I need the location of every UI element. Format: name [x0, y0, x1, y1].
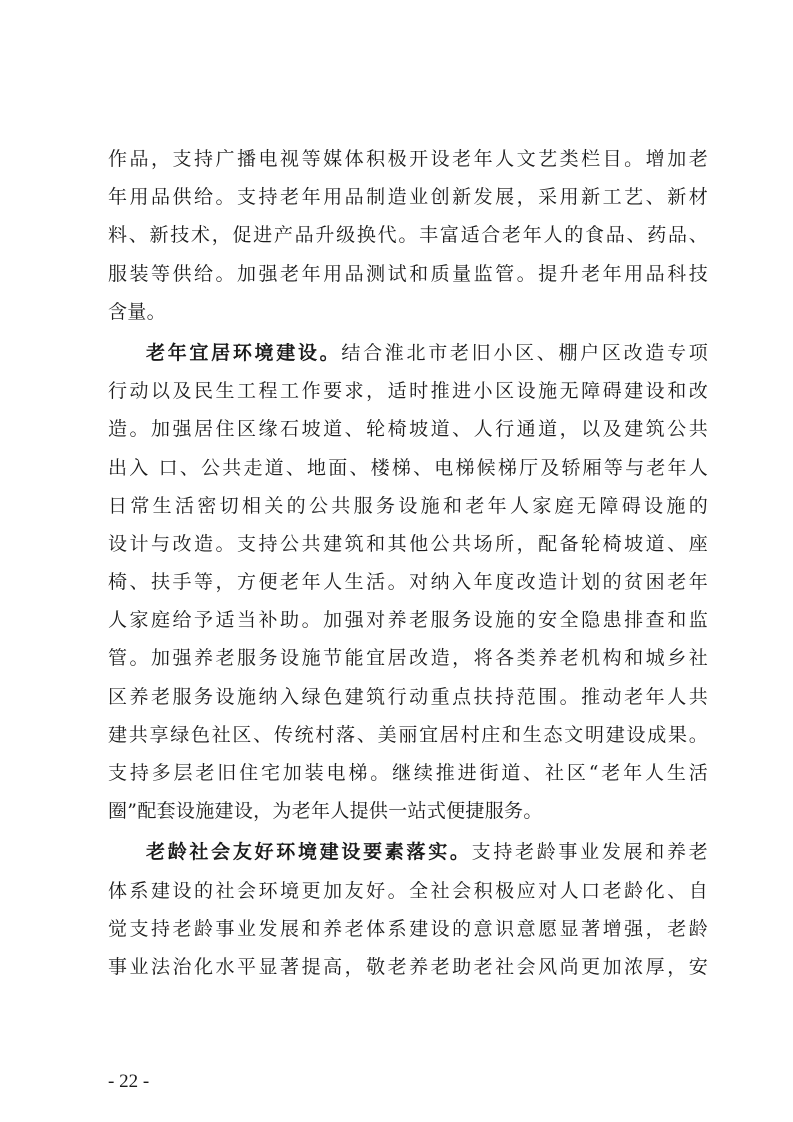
- text-line: 支持多层老旧住宅加装电梯。继续推进街道、社区“老年人生活: [108, 762, 708, 784]
- text-line: 觉支持老龄事业发展和养老体系建设的意识意愿显著增强，老龄: [108, 917, 708, 940]
- paragraph-text: 支持老龄事业发展和养老: [471, 841, 708, 864]
- text-line: 料、新技术，促进产品升级换代。丰富适合老年人的食品、药品、: [108, 224, 708, 247]
- text-line: 设计与改造。支持公共建筑和其他公共场所，配备轮椅坡道、座: [108, 532, 708, 555]
- text-line: 体系建设的社会环境更加友好。全社会积极应对人口老龄化、自: [108, 879, 708, 902]
- page-number: - 22 -: [108, 1071, 150, 1092]
- section-heading: 老年宜居环境建设。: [146, 341, 342, 364]
- paragraph-first-line: [108, 833, 708, 871]
- text-line: 事业法治化水平显著提高，敬老养老助老社会风尚更加浓厚，安: [108, 955, 708, 978]
- text-line: 含量。: [108, 300, 166, 323]
- text-line: 服装等供给。加强老年用品测试和质量监管。提升老年用品科技: [108, 262, 708, 285]
- body-text: [108, 140, 708, 986]
- text-line: 作品，支持广播电视等媒体积极开设老年人文艺类栏目。增加老: [108, 148, 708, 170]
- text-line: 管。加强养老服务设施节能宜居改造，将各类养老机构和城乡社: [108, 647, 708, 670]
- text-line: 年用品供给。支持老年用品制造业创新发展，采用新工艺、新材: [108, 186, 708, 209]
- text-line: 造。加强居住区缘石坡道、轮椅坡道、人行通道，以及建筑公共: [108, 418, 708, 441]
- text-line: 出入 口、公共走道、地面、楼梯、电梯候梯厅及轿厢等与老年人: [108, 456, 708, 479]
- text-line: 行动以及民生工程工作要求，适时推进小区设施无障碍建设和改: [108, 380, 708, 403]
- paragraph-first-line: [108, 334, 708, 372]
- text-line: 日常生活密切相关的公共服务设施和老年人家庭无障碍设施的: [108, 494, 708, 517]
- text-line: 建共享绿色社区、传统村落、美丽宜居村庄和生态文明建设成果。: [108, 723, 708, 746]
- text-line: 人家庭给予适当补助。加强对养老服务设施的安全隐患排查和监: [108, 609, 708, 632]
- text-line: 区养老服务设施纳入绿色建筑行动重点扶持范围。推动老年人共: [108, 685, 708, 708]
- paragraph-text: 结合淮北市老旧小区、棚户区改造专项: [341, 341, 708, 364]
- text-line: 椅、扶手等，方便老年人生活。对纳入年度改造计划的贫困老年: [108, 571, 708, 594]
- text-line: 圈”配套设施建设，为老年人提供一站式便捷服务。: [108, 800, 543, 823]
- section-heading: 老龄社会友好环境建设要素落实。: [146, 841, 472, 864]
